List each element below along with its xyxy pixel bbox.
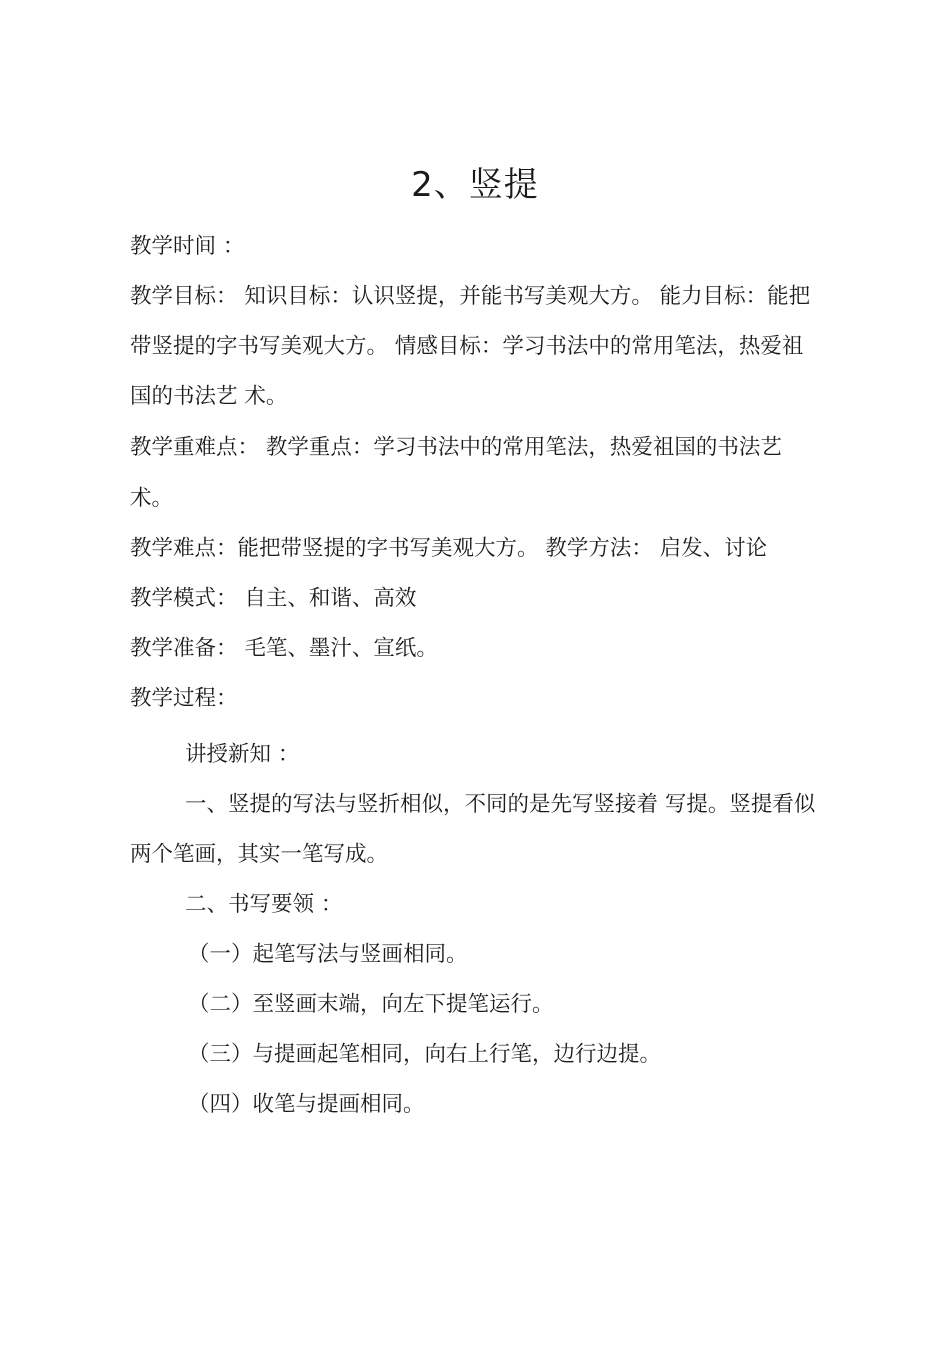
paragraph-step-two: （二）至竖画末端，向左下提笔运行。 — [188, 992, 554, 1017]
paragraph-new-knowledge: 讲授新知 ： — [185, 742, 300, 767]
paragraph-section-one: 一、竖提的写法与竖折相似，不同的是先写竖接着 写提。竖提看似两个笔画，其实一笔写成。 — [130, 792, 816, 867]
document-title: 2、竖提 — [411, 165, 539, 205]
paragraph-teaching-process: 教学过程： — [130, 686, 238, 711]
paragraph-teaching-goals: 教学目标： 知识目标：认识竖提，并能书写美观大方。 能力目标：能把带竖提的字书写美观大方。 情感目标：学习书法中的常用笔法，热爱祖国的书法艺 术。 — [130, 284, 811, 409]
paragraph-key-points: 教学重难点： 教学重点：学习书法中的常用笔法，热爱祖国的书法艺 术。 — [130, 435, 782, 511]
paragraph-step-one: （一）起笔写法与竖画相同。 — [188, 942, 468, 967]
paragraph-difficulties-methods: 教学难点：能把带竖提的字书写美观大方。 教学方法： 启发、讨论 — [130, 536, 768, 561]
paragraph-teaching-time: 教学时间 ： — [130, 234, 245, 259]
paragraph-teaching-mode: 教学模式： 自主、和谐、高效 — [130, 586, 417, 611]
paragraph-section-two: 二、书写要领 ： — [185, 892, 343, 917]
document-body — [130, 222, 820, 1130]
paragraph-teaching-preparation: 教学准备： 毛笔、墨汁、宣纸。 — [130, 636, 438, 661]
paragraph-step-four: （四）收笔与提画相同。 — [188, 1092, 425, 1117]
paragraph-step-three: （三）与提画起笔相同，向右上行笔，边行边提。 — [188, 1042, 662, 1067]
